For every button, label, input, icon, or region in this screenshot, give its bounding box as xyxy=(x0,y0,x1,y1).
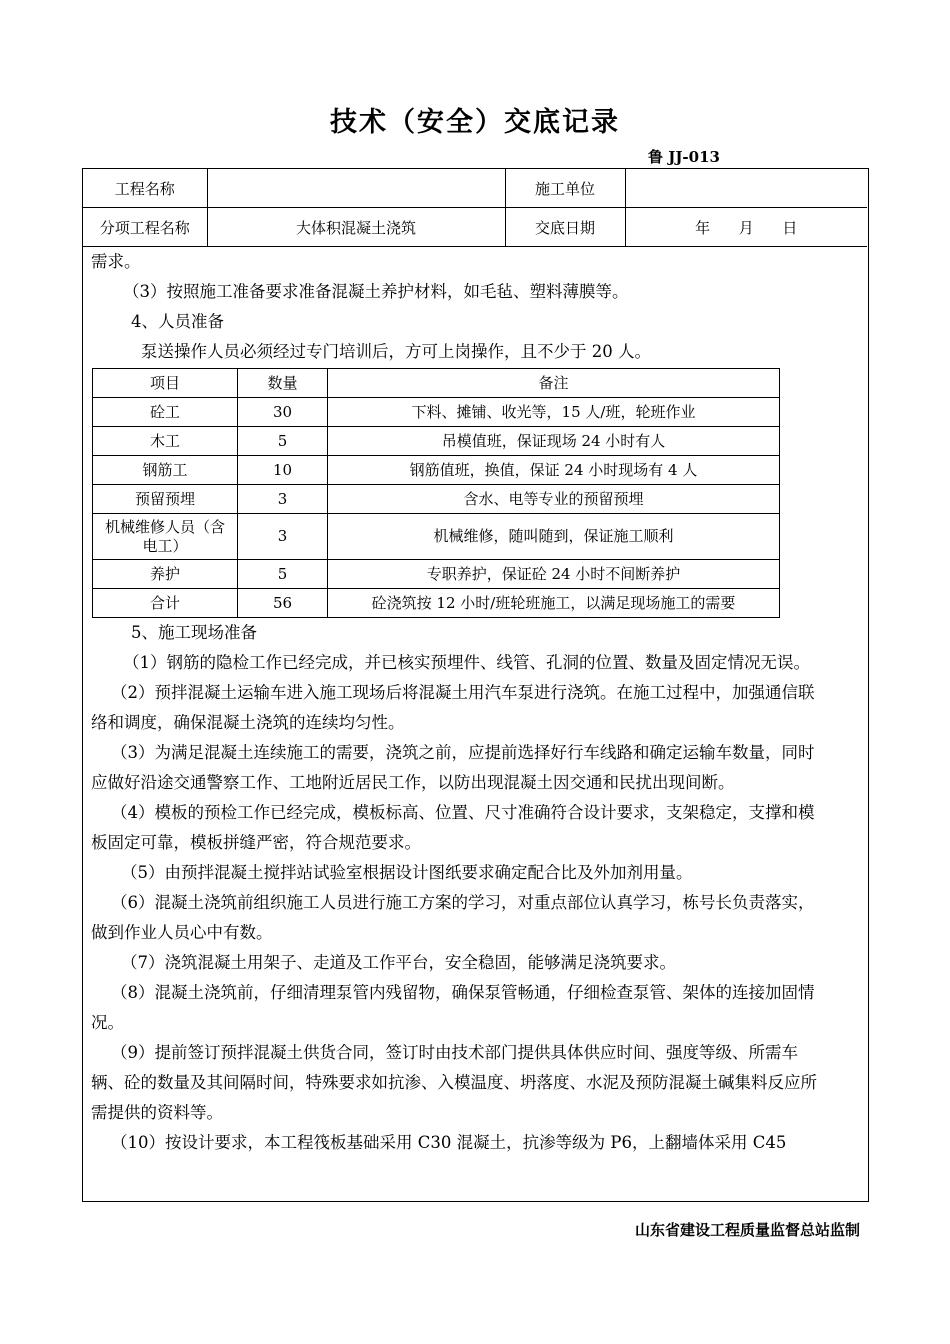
paragraph: （8）混凝土浇筑前，仔细清理泵管内残留物，确保泵管畅通，仔细检查泵管、架体的连接加固情况。 xyxy=(91,983,815,1032)
sub-project-field[interactable]: 大体积混凝土浇筑 xyxy=(207,208,505,247)
content-line: （3）按照施工准备要求准备混凝土养护材料，如毛毡、塑料薄膜等。 xyxy=(123,282,629,301)
table-row xyxy=(93,427,780,456)
table-row xyxy=(93,589,780,618)
table-cell: 钢筋值班，换值，保证 24 小时现场有 4 人 xyxy=(328,456,780,485)
content-line: 泵送操作人员必须经过专门培训后，方可上岗操作，且不少于 20 人。 xyxy=(141,342,651,361)
table-cell: 木工 xyxy=(93,427,238,456)
table-cell: 含水、电等专业的预留预埋 xyxy=(328,485,780,514)
paragraph: （4）模板的预检工作已经完成，模板标高、位置、尺寸准确符合设计要求，支架稳定，支撑和模板固定可靠，模板拼缝严密，符合规范要求。 xyxy=(91,803,815,852)
content-line: 需求。 xyxy=(91,252,141,271)
paragraph: （5）由预拌混凝土搅拌站试验室根据设计图纸要求确定配合比及外加剂用量。 xyxy=(121,863,693,882)
paragraph: （7）浇筑混凝土用架子、走道及工作平台，安全稳固，能够满足浇筑要求。 xyxy=(121,953,676,972)
table-cell: 砼工 xyxy=(93,398,238,427)
paragraph: （1）钢筋的隐检工作已经完成，并已核实预埋件、线管、孔洞的位置、数量及固定情况无误。 xyxy=(123,653,810,672)
table-cell: 专职养护，保证砼 24 小时不间断养护 xyxy=(328,560,780,589)
table-cell: 5 xyxy=(238,560,328,589)
table-cell: 养护 xyxy=(93,560,238,589)
table-cell: 3 xyxy=(238,514,328,560)
paragraph: （6）混凝土浇筑前组织施工人员进行施工方案的学习，对重点部位认真学习，栋号长负责落实，做到作业人员心中有数。 xyxy=(91,893,815,942)
unit-field[interactable] xyxy=(625,169,867,208)
table-cell: 3 xyxy=(238,485,328,514)
table-cell: 10 xyxy=(238,456,328,485)
table-row xyxy=(93,485,780,514)
table-cell: 砼浇筑按 12 小时/班轮班施工，以满足现场施工的需要 xyxy=(328,589,780,618)
project-name-label: 工程名称 xyxy=(83,169,207,208)
table-row xyxy=(93,514,780,560)
table-cell: 预留预埋 xyxy=(93,485,238,514)
paragraph: （10）按设计要求，本工程筏板基础采用 C30 混凝土，抗渗等级为 P6，上翻墙体采用 C45 xyxy=(111,1133,787,1152)
table-row xyxy=(93,398,780,427)
project-name-field[interactable] xyxy=(207,169,505,208)
paragraph: （2）预拌混凝土运输车进入施工现场后将混凝土用汽车泵进行浇筑。在施工过程中，加强通信联络和调度，确保混凝土浇筑的连续均匀性。 xyxy=(91,683,815,732)
column-header: 项目 xyxy=(93,369,238,398)
form-code: 鲁 JJ-013 xyxy=(648,148,720,166)
page-title: 技术（安全）交底记录 xyxy=(330,107,620,138)
table-row xyxy=(93,560,780,589)
record-form xyxy=(82,168,869,1202)
table-cell: 合计 xyxy=(93,589,238,618)
footer-supervisor: 山东省建设工程质量监督总站监制 xyxy=(634,1221,860,1239)
section-heading: 4、人员准备 xyxy=(131,312,224,331)
table-cell: 机械维修，随叫随到，保证施工顺利 xyxy=(328,514,780,560)
table-cell: 机械维修人员（含电工） xyxy=(93,514,238,560)
date-field[interactable]: 年 月 日 xyxy=(625,208,867,247)
staff-header-row xyxy=(93,369,780,398)
staff-table xyxy=(92,368,780,618)
sub-project-label: 分项工程名称 xyxy=(83,208,207,247)
column-header: 数量 xyxy=(238,369,328,398)
paragraph: （3）为满足混凝土连续施工的需要，浇筑之前，应提前选择好行车线路和确定运输车数量，同时应做好沿途交通警察工作、工地附近居民工作，以防出现混凝土因交通和民扰出现间断。 xyxy=(91,743,815,792)
table-cell: 56 xyxy=(238,589,328,618)
column-header: 备注 xyxy=(328,369,780,398)
table-cell: 30 xyxy=(238,398,328,427)
unit-label: 施工单位 xyxy=(505,169,625,208)
section-heading: 5、施工现场准备 xyxy=(131,623,257,642)
table-cell: 5 xyxy=(238,427,328,456)
table-cell: 吊模值班，保证现场 24 小时有人 xyxy=(328,427,780,456)
header-table xyxy=(83,169,867,247)
table-cell: 下料、摊铺、收光等，15 人/班，轮班作业 xyxy=(328,398,780,427)
table-cell: 钢筋工 xyxy=(93,456,238,485)
content-body xyxy=(83,247,867,1158)
paragraph: （9）提前签订预拌混凝土供货合同，签订时由技术部门提供具体供应时间、强度等级、所需车辆、砼的数量及其间隔时间，特殊要求如抗渗、入模温度、坍落度、水泥及预防混凝土碱集料反应所需提供的资料等。 xyxy=(91,1043,817,1122)
table-row xyxy=(93,456,780,485)
date-label: 交底日期 xyxy=(505,208,625,247)
